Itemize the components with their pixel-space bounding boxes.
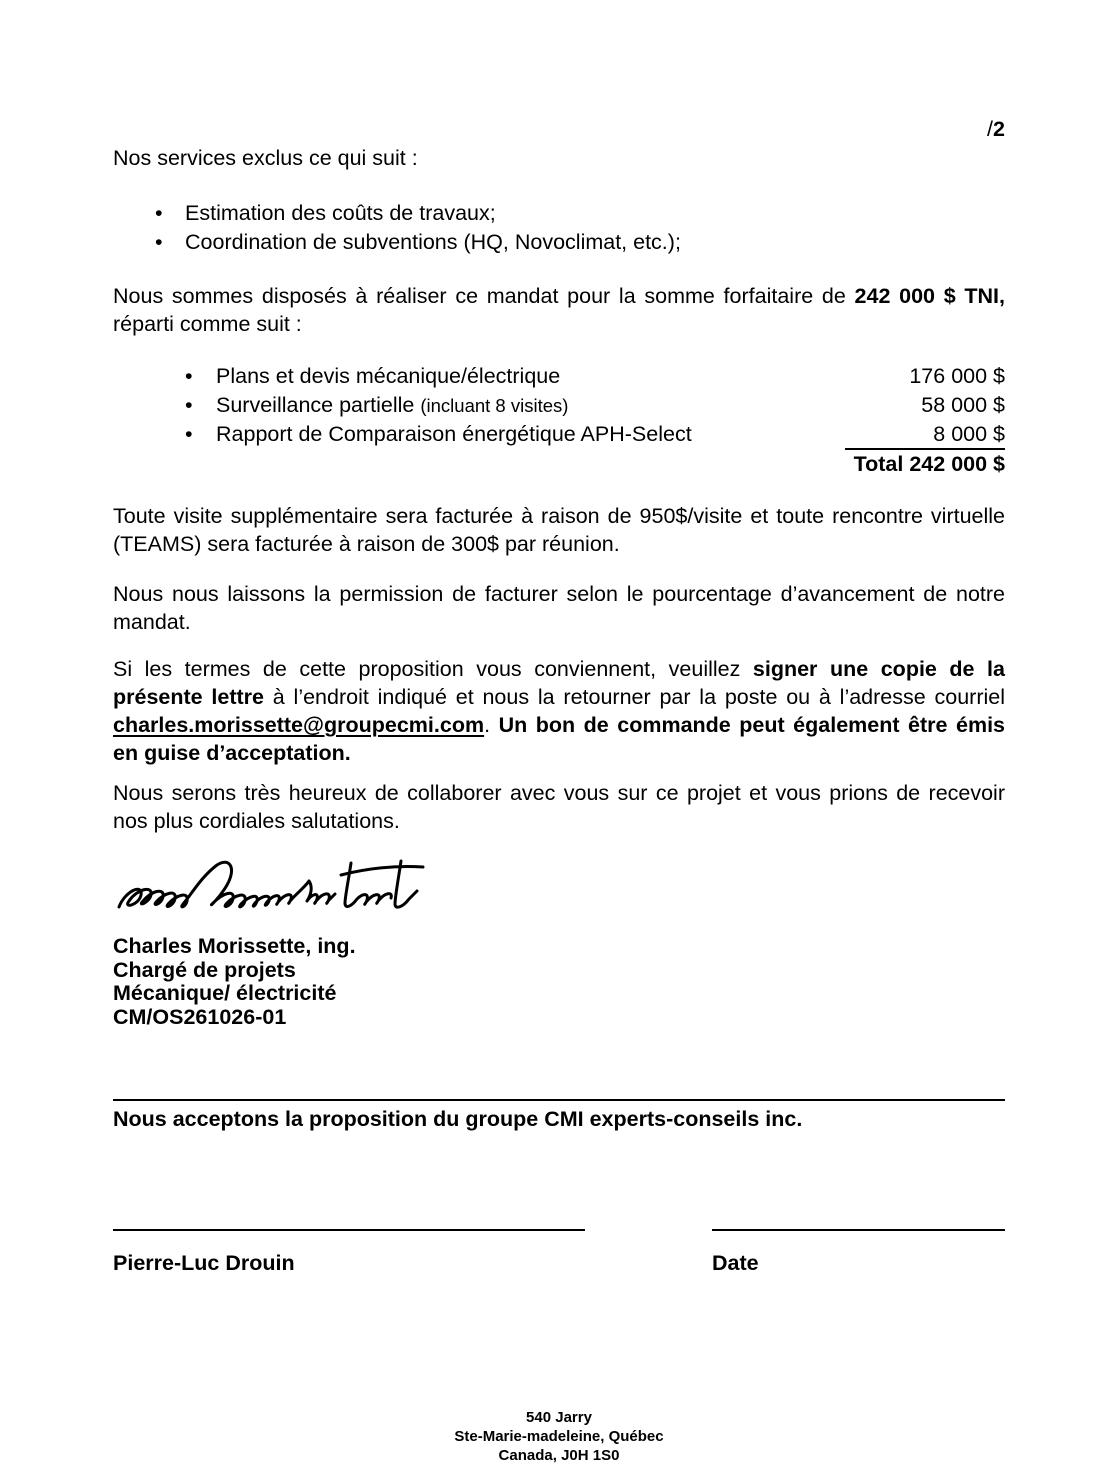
date-label: Date xyxy=(712,1251,759,1275)
bullet-icon: • xyxy=(185,422,193,446)
bullet-icon: • xyxy=(185,364,193,388)
footer-address-line: 540 Jarry xyxy=(526,1409,592,1426)
mandate-paragraph xyxy=(113,282,1005,338)
footer-address xyxy=(113,1408,1005,1465)
bullet-icon: • xyxy=(155,201,163,225)
text-segment: réparti comme suit : xyxy=(113,312,302,336)
list-item-text: Coordination de subventions (HQ, Novoclimat, etc.); xyxy=(185,230,681,254)
pricing-item-label: Rapport de Comparaison énergétique APH-Select xyxy=(216,422,692,446)
pricing-item-amount: 176 000 $ xyxy=(909,364,1005,388)
exclusions-intro: Nos services exclus ce qui suit : xyxy=(113,146,418,170)
pricing-item-note: (incluant 8 visites) xyxy=(420,395,569,416)
pricing-item-label: Surveillance partielle (incluant 8 visites) xyxy=(216,393,569,417)
client-signature-line xyxy=(113,1229,585,1231)
email-link[interactable]: charles.morissette@groupecmi.com xyxy=(113,713,485,737)
text-segment: . xyxy=(484,713,499,737)
text-segment: 242 000 $ TNI, xyxy=(854,284,1005,308)
billing-paragraph: Toute visite supplémentaire sera facturée à raison de 950$/visite et toute rencontre virtuelle (TEAMS) sera facturée à raison de 300$ par réunion. xyxy=(113,504,1005,556)
footer-address-line: Ste-Marie-madeleine, Québec xyxy=(454,1428,664,1445)
bullet-icon: • xyxy=(185,393,193,417)
signature-labels xyxy=(113,1249,1005,1277)
date-line xyxy=(712,1229,1005,1231)
handwritten-signature xyxy=(113,857,433,927)
signature-lines xyxy=(113,1229,1005,1231)
closing-paragraph: Nous serons très heureux de collaborer avec vous sur ce projet et vous prions de recevoir nos plus cordiales salutations. xyxy=(113,781,1005,833)
text-segment: Nous sommes disposés à réaliser ce mandat pour la somme forfaitaire de xyxy=(113,284,855,308)
signatory-reference: CM/OS261026-01 xyxy=(113,1004,287,1029)
exclusions-list xyxy=(113,199,1005,257)
page-number xyxy=(113,116,1005,142)
text-segment: 2 xyxy=(993,117,1005,141)
pricing-item-amount: 58 000 $ xyxy=(921,393,1005,417)
text-segment: Un bon de commande peut également être émis en guise d’acceptation. xyxy=(113,713,1005,765)
bullet-icon: • xyxy=(155,230,163,254)
list-item xyxy=(113,199,1005,228)
pricing-item-label: Plans et devis mécanique/électrique xyxy=(216,364,561,388)
pricing-item-amount: 8 000 $ xyxy=(845,420,1005,450)
signatory-department: Mécanique/ électricité xyxy=(113,981,337,1005)
pricing-row xyxy=(113,362,1005,391)
pricing-row xyxy=(113,391,1005,420)
pricing-total-row xyxy=(113,450,1005,478)
section-divider xyxy=(113,1099,1005,1101)
text-segment: signer une copie de la présente lettre xyxy=(113,657,1005,709)
pricing-total-amount: 242 000 $ xyxy=(909,452,1005,476)
signatory-block xyxy=(113,935,1005,1029)
text-segment: Si les termes de cette proposition vous conviennent, veuillez xyxy=(113,657,753,681)
list-item xyxy=(113,228,1005,257)
acceptance-instructions-paragraph xyxy=(113,655,1005,767)
text-segment: / xyxy=(987,117,994,141)
signatory-title: Chargé de projets xyxy=(113,957,296,982)
pricing-total-label: Total xyxy=(853,452,904,476)
text-segment: à l’endroit indiqué et nous la retourner par la poste ou à l’adresse courriel xyxy=(264,685,1006,709)
footer-address-line: Canada, J0H 1S0 xyxy=(498,1447,620,1464)
acceptance-statement: Nous acceptons la proposition du groupe CMI experts-conseils inc. xyxy=(113,1107,803,1131)
client-signer-name: Pierre-Luc Drouin xyxy=(113,1251,295,1275)
pricing-row xyxy=(113,420,1005,450)
pricing-list xyxy=(113,362,1005,478)
progress-billing-paragraph: Nous nous laissons la permission de facturer selon le pourcentage d’avancement de notre mandat. xyxy=(113,582,1005,634)
signatory-name: Charles Morissette, ing. xyxy=(113,934,356,958)
list-item-text: Estimation des coûts de travaux; xyxy=(185,201,496,225)
